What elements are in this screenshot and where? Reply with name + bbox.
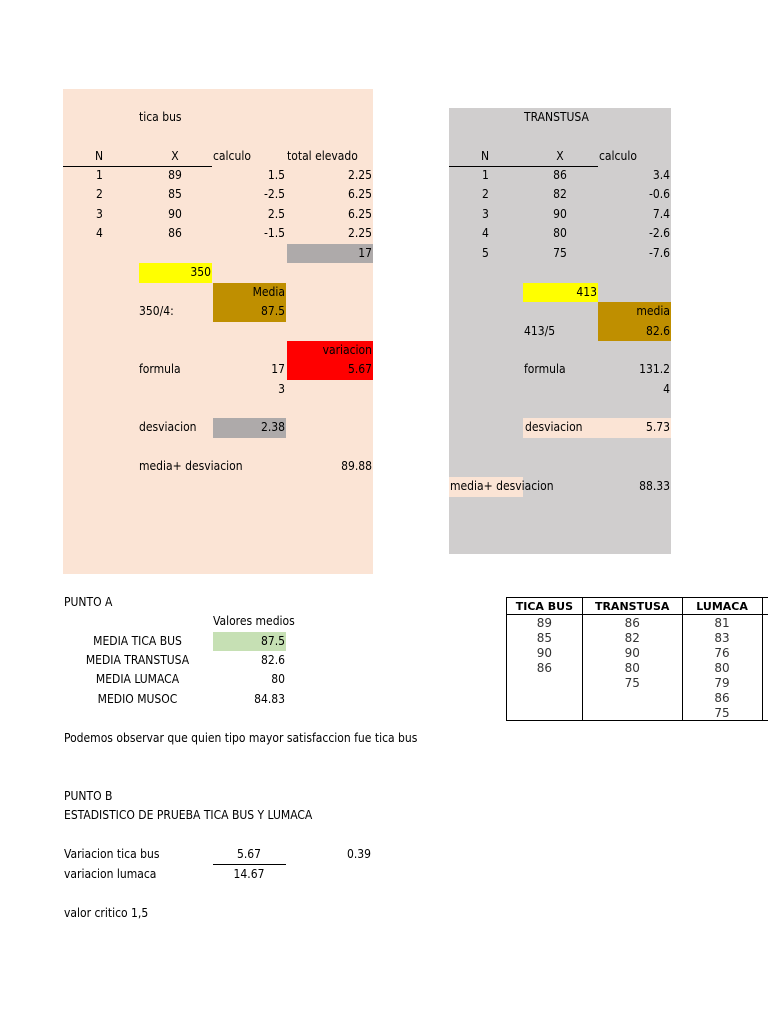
table-cell xyxy=(762,660,768,675)
transtusa-row-x: 90 xyxy=(553,207,567,221)
table-cell xyxy=(762,690,768,705)
punto-a-row-value: 82.6 xyxy=(260,653,285,667)
table-cell xyxy=(507,675,583,690)
table-cell: 90 xyxy=(507,645,583,660)
table-row xyxy=(507,675,768,690)
tica-desviacion-label: desviacion xyxy=(139,420,197,434)
punto-a-row-value: 84.83 xyxy=(254,692,285,706)
tica-division-label: 350/4: xyxy=(139,304,174,318)
table-cell xyxy=(762,645,768,660)
transtusa-row-calculo: 3.4 xyxy=(652,168,670,182)
tica-header-n: N xyxy=(95,149,104,163)
table-row xyxy=(507,615,768,631)
punto-a-row-value: 80 xyxy=(271,672,285,686)
tica-row-x: 89 xyxy=(168,168,182,182)
tica-variacion-value: 5.67 xyxy=(347,362,372,376)
tica-row-total: 6.25 xyxy=(347,187,372,201)
tica-sum: 350 xyxy=(190,265,211,279)
tica-row-x: 85 xyxy=(168,187,182,201)
table-cell: 86 xyxy=(682,690,762,705)
tica-media-value: 87.5 xyxy=(260,304,285,318)
tica-header-total: total elevado xyxy=(287,149,358,163)
transtusa-row-calculo: -7.6 xyxy=(648,246,670,260)
table-cell xyxy=(582,705,682,721)
table-row xyxy=(507,630,768,645)
table-header-cell: TRANSTUSA xyxy=(582,598,682,615)
tica-desviacion-value: 2.38 xyxy=(260,420,285,434)
transtusa-row-n: 1 xyxy=(482,168,489,182)
table-cell xyxy=(762,615,768,631)
transtusa-formula-num: 131.2 xyxy=(639,362,670,376)
table-cell xyxy=(762,675,768,690)
punto-a-row-label: MEDIA TICA BUS xyxy=(93,634,182,648)
tica-media-desv-value: 89.88 xyxy=(341,459,372,473)
table-cell: 80 xyxy=(582,660,682,675)
table-cell xyxy=(507,705,583,721)
tica-row-n: 1 xyxy=(96,168,103,182)
table-row xyxy=(507,645,768,660)
table-cell: 83 xyxy=(682,630,762,645)
tica-media-desv-label: media+ desviacion xyxy=(139,459,243,473)
table-cell: 86 xyxy=(507,660,583,675)
tica-bus-title: tica bus xyxy=(139,110,182,124)
table-cell: 82 xyxy=(582,630,682,645)
punto-a-row-value: 87.5 xyxy=(260,634,285,648)
var-lumaca-value: 14.67 xyxy=(233,867,265,881)
tica-row-x: 86 xyxy=(168,226,182,240)
transtusa-row-n: 5 xyxy=(482,246,489,260)
transtusa-row-x: 82 xyxy=(553,187,567,201)
var-tica-value: 5.67 xyxy=(236,847,262,861)
transtusa-title: TRANSTUSA xyxy=(524,110,589,124)
tica-row-n: 2 xyxy=(96,187,103,201)
transtusa-row-n: 2 xyxy=(482,187,489,201)
transtusa-row-x: 75 xyxy=(553,246,567,260)
var-lumaca-label: variacion lumaca xyxy=(64,867,157,881)
table-cell: 75 xyxy=(682,705,762,721)
tica-variacion-label: variacion xyxy=(322,343,372,357)
table-cell: 90 xyxy=(582,645,682,660)
table-cell: 89 xyxy=(507,615,583,631)
table-header-cell: TICA BUS xyxy=(507,598,583,615)
transtusa-header-rule xyxy=(449,166,598,167)
transtusa-header-calculo: calculo xyxy=(599,149,637,163)
transtusa-row-calculo: -2.6 xyxy=(648,226,670,240)
table-cell xyxy=(582,690,682,705)
table-row xyxy=(507,705,768,721)
transtusa-desviacion-label: desviacion xyxy=(525,420,583,434)
tica-header-x: X xyxy=(171,149,179,163)
transtusa-sum: 413 xyxy=(576,285,597,299)
transtusa-row-n: 4 xyxy=(482,226,489,240)
valores-medios-header: Valores medios xyxy=(213,614,295,628)
tica-row-calculo: 2.5 xyxy=(267,207,285,221)
var-tica-label: Variacion tica bus xyxy=(64,847,160,861)
tica-header-calculo: calculo xyxy=(213,149,251,163)
punto-a-row-label: MEDIA LUMACA xyxy=(95,672,180,686)
table-cell: 80 xyxy=(682,660,762,675)
tica-formula-den: 3 xyxy=(278,382,285,396)
transtusa-media-desv-value: 88.33 xyxy=(639,479,670,493)
tica-row-calculo: 1.5 xyxy=(267,168,285,182)
punto-a-row-label: MEDIO MUSOC xyxy=(97,692,178,706)
punto-a-conclusion: Podemos observar que quien tipo mayor satisfaccion fue tica bus xyxy=(64,731,418,745)
transtusa-formula-label: formula xyxy=(524,362,566,376)
punto-a-row-label: MEDIA TRANSTUSA xyxy=(85,653,190,667)
tica-row-total: 2.25 xyxy=(347,226,372,240)
tica-row-calculo: -1.5 xyxy=(263,226,285,240)
transtusa-media-label: media xyxy=(636,304,670,318)
punto-a-title: PUNTO A xyxy=(64,595,113,609)
tica-row-n: 4 xyxy=(96,226,103,240)
tica-formula-num: 17 xyxy=(271,362,285,376)
transtusa-media-desv-label: media+ desviacion xyxy=(450,479,554,493)
table-cell xyxy=(507,690,583,705)
table-header-cell: LUMACA xyxy=(682,598,762,615)
transtusa-row-x: 86 xyxy=(553,168,567,182)
valor-critico: valor critico 1,5 xyxy=(64,906,149,920)
tica-row-total: 2.25 xyxy=(347,168,372,182)
table-cell: 75 xyxy=(582,675,682,690)
transtusa-header-x: X xyxy=(556,149,564,163)
transtusa-media-value: 82.6 xyxy=(645,324,670,338)
transtusa-division-label: 413/5 xyxy=(524,324,556,338)
table-cell xyxy=(762,630,768,645)
table-cell: 81 xyxy=(682,615,762,631)
tica-total-sum: 17 xyxy=(358,246,372,260)
table-cell: 79 xyxy=(682,675,762,690)
transtusa-header-n: N xyxy=(481,149,490,163)
table-cell: 86 xyxy=(582,615,682,631)
table-cell: 85 xyxy=(507,630,583,645)
table-row xyxy=(507,660,768,675)
table-row xyxy=(507,690,768,705)
ratio-value: 0.39 xyxy=(347,847,372,861)
transtusa-desviacion-value: 5.73 xyxy=(645,420,670,434)
tica-row-total: 6.25 xyxy=(347,207,372,221)
punto-b-subtitle: ESTADISTICO DE PRUEBA TICA BUS Y LUMACA xyxy=(64,808,313,822)
transtusa-row-calculo: 7.4 xyxy=(652,207,670,221)
punto-b-title: PUNTO B xyxy=(64,789,113,803)
tica-row-x: 90 xyxy=(168,207,182,221)
tica-formula-label: formula xyxy=(139,362,181,376)
data-table xyxy=(506,597,768,721)
transtusa-row-x: 80 xyxy=(553,226,567,240)
transtusa-row-n: 3 xyxy=(482,207,489,221)
transtusa-row-calculo: -0.6 xyxy=(648,187,670,201)
tica-row-calculo: -2.5 xyxy=(263,187,285,201)
transtusa-formula-den: 4 xyxy=(663,382,670,396)
tica-media-label: Media xyxy=(252,285,285,299)
tica-row-n: 3 xyxy=(96,207,103,221)
table-cell xyxy=(762,705,768,721)
table-header-row xyxy=(507,598,768,615)
table-cell: 76 xyxy=(682,645,762,660)
table-header-cell xyxy=(762,598,768,615)
